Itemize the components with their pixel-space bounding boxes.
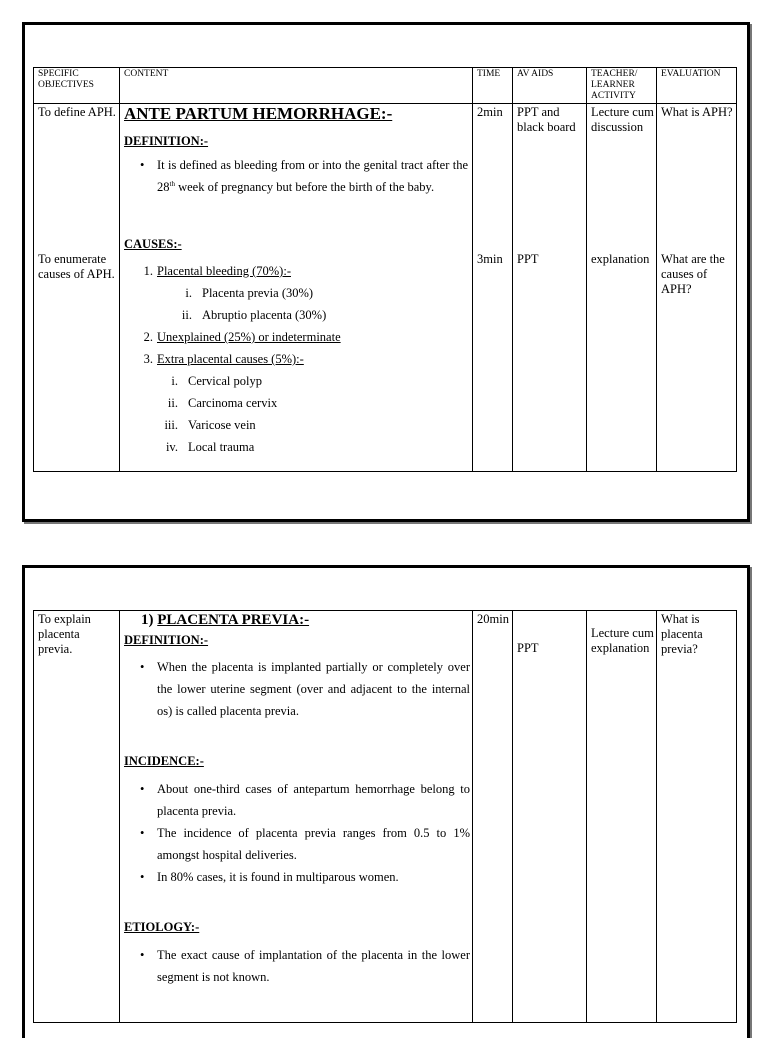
header-content: CONTENT	[120, 68, 473, 104]
evaluation-cell	[657, 104, 737, 472]
table-header-row	[34, 68, 737, 104]
section-title-placenta-previa: 1) PLACENTA PREVIA:-	[141, 612, 310, 628]
objective-enumerate-causes: To enumerate causes of APH.	[38, 252, 115, 281]
evaluation-value: What is APH?	[661, 105, 733, 119]
list-item: 3. Extra placental causes (5%):-	[143, 352, 304, 366]
incidence-heading: INCIDENCE:-	[124, 754, 204, 768]
list-item: 2. Unexplained (25%) or indeterminate	[143, 330, 341, 344]
list-item: ii. Abruptio placenta (30%)	[181, 308, 327, 322]
time-cell	[473, 104, 513, 472]
list-item: • When the placenta is implanted partially or completely over the lower uterine segment (over and adjacent to the internal os) is called placenta previa.	[124, 656, 470, 722]
etiology-heading: ETIOLOGY:-	[124, 920, 200, 934]
objective-cell	[34, 611, 120, 1023]
av-aids-value: PPT and black board	[517, 105, 576, 134]
activity-value: Lecture cum explanation	[591, 626, 654, 655]
evaluation-cell	[657, 611, 737, 1023]
definition-heading: DEFINITION:-	[124, 134, 209, 148]
content-cell	[120, 104, 473, 472]
list-item: • It is defined as bleeding from or into the genital tract after the 28th week of pregnancy but before the birth of the baby.	[124, 154, 468, 198]
activity-value: Lecture cum discussion	[591, 105, 654, 134]
table-row	[34, 104, 737, 472]
av-aids-value: PPT	[517, 641, 539, 655]
objective-cell	[34, 104, 120, 472]
time-value: 3min	[477, 252, 503, 266]
activity-cell	[587, 611, 657, 1023]
objective-define-aph: To define APH.	[38, 105, 116, 119]
time-value: 2min	[477, 105, 503, 119]
header-evaluation: EVALUATION	[657, 68, 737, 104]
section-title-aph: ANTE PARTUM HEMORRHAGE:-	[124, 104, 393, 123]
header-av-aids: AV AIDS	[513, 68, 587, 104]
evaluation-value: What are the causes of APH?	[661, 252, 725, 296]
lesson-plan-table-1	[33, 67, 737, 472]
causes-heading: CAUSES:-	[124, 237, 182, 251]
activity-value: explanation	[591, 252, 650, 266]
time-cell	[473, 611, 513, 1023]
list-item: ii. Carcinoma cervix	[167, 396, 278, 410]
definition-heading: DEFINITION:-	[124, 633, 209, 647]
header-activity: TEACHER/ LEARNER ACTIVITY	[587, 68, 657, 104]
objective-explain-placenta-previa: To explain placenta previa.	[38, 612, 91, 656]
header-objectives: SPECIFIC OBJECTIVES	[34, 68, 120, 104]
list-item: iv. Local trauma	[165, 440, 255, 454]
list-item: i. Cervical polyp	[171, 374, 262, 388]
list-item: iii. Varicose vein	[164, 418, 256, 432]
list-item: • The exact cause of implantation of the placenta in the lower segment is not known.	[124, 944, 470, 988]
list-item: • The incidence of placenta previa ranges from 0.5 to 1% amongst hospital deliveries.	[124, 822, 470, 866]
av-aids-cell	[513, 104, 587, 472]
header-time: TIME	[473, 68, 513, 104]
document-page-1	[22, 22, 750, 522]
list-item: i. Placenta previa (30%)	[185, 286, 314, 300]
av-aids-cell	[513, 611, 587, 1023]
lesson-plan-table-2	[33, 610, 737, 1023]
table-row	[34, 611, 737, 1023]
content-cell	[120, 611, 473, 1023]
activity-cell	[587, 104, 657, 472]
av-aids-value: PPT	[517, 252, 539, 266]
list-item: 1. Placental bleeding (70%):-	[143, 264, 291, 278]
evaluation-value: What is placenta previa?	[661, 612, 703, 656]
time-value: 20min	[477, 612, 509, 626]
document-page-2	[22, 565, 750, 1038]
list-item: • About one-third cases of antepartum hemorrhage belong to placenta previa.	[124, 778, 470, 822]
list-item: • In 80% cases, it is found in multiparous women.	[124, 866, 470, 888]
